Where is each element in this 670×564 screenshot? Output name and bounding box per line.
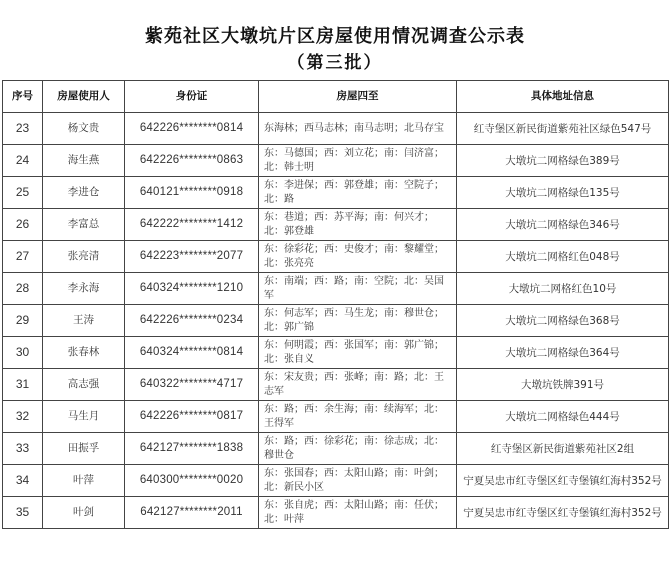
house-boundaries: 东：路；西：余生海；南：续海军；北：王得军 <box>259 401 457 433</box>
row-number: 25 <box>3 177 43 209</box>
house-boundaries: 东：李进保；西：郭登雄；南：空院子；北：路 <box>259 177 457 209</box>
id-number: 642226********0814 <box>125 113 259 145</box>
house-boundaries: 东：巷道；西：苏平海；南：何兴才；北：郭登雄 <box>259 209 457 241</box>
house-boundaries: 东：路；西：徐彩花；南：徐志成；北：穆世仓 <box>259 433 457 465</box>
house-user: 李进仓 <box>43 177 125 209</box>
house-user: 李富总 <box>43 209 125 241</box>
house-user: 田振孚 <box>43 433 125 465</box>
house-user: 李永海 <box>43 273 125 305</box>
table-row <box>3 145 669 177</box>
row-number: 34 <box>3 465 43 497</box>
row-number: 24 <box>3 145 43 177</box>
house-boundaries: 东：马德国；西：刘立花；南：闫济富；北：韩士明 <box>259 145 457 177</box>
table-row <box>3 369 669 401</box>
address: 红寺堡区新民街道紫苑社区2组 <box>457 433 669 465</box>
document-title: 紫苑社区大墩坑片区房屋使用情况调查公示表 <box>145 26 525 47</box>
address: 大墩坑二网格红色048号 <box>457 241 669 273</box>
house-user: 马生月 <box>43 401 125 433</box>
table-row <box>3 273 669 305</box>
table-header-row <box>3 81 669 113</box>
table-row <box>3 241 669 273</box>
house-boundaries: 东：宋友贵；西：张峰；南：路；北：王志军 <box>259 369 457 401</box>
column-header-boundaries: 房屋四至 <box>259 81 457 113</box>
row-number: 27 <box>3 241 43 273</box>
address: 大墩坑二网格绿色444号 <box>457 401 669 433</box>
id-number: 642222********1412 <box>125 209 259 241</box>
address: 大墩坑二网格绿色389号 <box>457 145 669 177</box>
address: 宁夏吴忠市红寺堡区红寺堡镇红海村352号 <box>457 497 669 529</box>
id-number: 642226********0234 <box>125 305 259 337</box>
house-boundaries: 东：张自虎；西：太阳山路；南：任伏；北：叶萍 <box>259 497 457 529</box>
column-header-id: 身份证 <box>125 81 259 113</box>
house-user: 张春林 <box>43 337 125 369</box>
id-number: 640322********4717 <box>125 369 259 401</box>
id-number: 642226********0817 <box>125 401 259 433</box>
address: 大墩坑二网格绿色346号 <box>457 209 669 241</box>
house-boundaries: 东：张国春；西：太阳山路；南：叶剑；北：新民小区 <box>259 465 457 497</box>
house-user: 高志强 <box>43 369 125 401</box>
id-number: 640324********0814 <box>125 337 259 369</box>
row-number: 26 <box>3 209 43 241</box>
row-number: 32 <box>3 401 43 433</box>
table-row <box>3 113 669 145</box>
id-number: 642127********2011 <box>125 497 259 529</box>
document-subtitle: （第三批） <box>287 53 383 73</box>
house-boundaries: 东：徐彩花；西：史俊才；南：黎耀堂；北：张亮亮 <box>259 241 457 273</box>
house-boundaries: 东：何明霞；西：张国军；南：郭广锦；北：张自义 <box>259 337 457 369</box>
house-user: 杨文贵 <box>43 113 125 145</box>
id-number: 640324********1210 <box>125 273 259 305</box>
table-row <box>3 305 669 337</box>
row-number: 23 <box>3 113 43 145</box>
table-row <box>3 337 669 369</box>
table-row <box>3 497 669 529</box>
address: 大墩坑铁牌391号 <box>457 369 669 401</box>
row-number: 33 <box>3 433 43 465</box>
id-number: 640300********0020 <box>125 465 259 497</box>
house-user: 张亮清 <box>43 241 125 273</box>
column-header-no: 序号 <box>3 81 43 113</box>
row-number: 30 <box>3 337 43 369</box>
address: 宁夏吴忠市红寺堡区红寺堡镇红海村352号 <box>457 465 669 497</box>
table-row <box>3 209 669 241</box>
row-number: 31 <box>3 369 43 401</box>
house-boundaries: 东：何志军；西：马生龙；南：穆世仓；北：郭广锦 <box>259 305 457 337</box>
house-boundaries: 东：南端；西：路；南：空院；北：吴国军 <box>259 273 457 305</box>
column-header-user: 房屋使用人 <box>43 81 125 113</box>
table-row <box>3 401 669 433</box>
house-user: 叶剑 <box>43 497 125 529</box>
house-user: 王涛 <box>43 305 125 337</box>
row-number: 28 <box>3 273 43 305</box>
id-number: 642127********1838 <box>125 433 259 465</box>
house-boundaries: 东海林；西马志林；南马志明；北马存宝 <box>259 113 457 145</box>
id-number: 640121********0918 <box>125 177 259 209</box>
row-number: 29 <box>3 305 43 337</box>
table-row <box>3 433 669 465</box>
row-number: 35 <box>3 497 43 529</box>
id-number: 642223********2077 <box>125 241 259 273</box>
address: 大墩坑二网格绿色135号 <box>457 177 669 209</box>
address: 大墩坑二网格绿色364号 <box>457 337 669 369</box>
address: 大墩坑二网格红色10号 <box>457 273 669 305</box>
column-header-address: 具体地址信息 <box>457 81 669 113</box>
survey-table <box>2 80 669 529</box>
table-row <box>3 465 669 497</box>
table-row <box>3 177 669 209</box>
house-user: 海生燕 <box>43 145 125 177</box>
house-user: 叶萍 <box>43 465 125 497</box>
address: 红寺堡区新民街道紫苑社区绿色547号 <box>457 113 669 145</box>
id-number: 642226********0863 <box>125 145 259 177</box>
address: 大墩坑二网格绿色368号 <box>457 305 669 337</box>
